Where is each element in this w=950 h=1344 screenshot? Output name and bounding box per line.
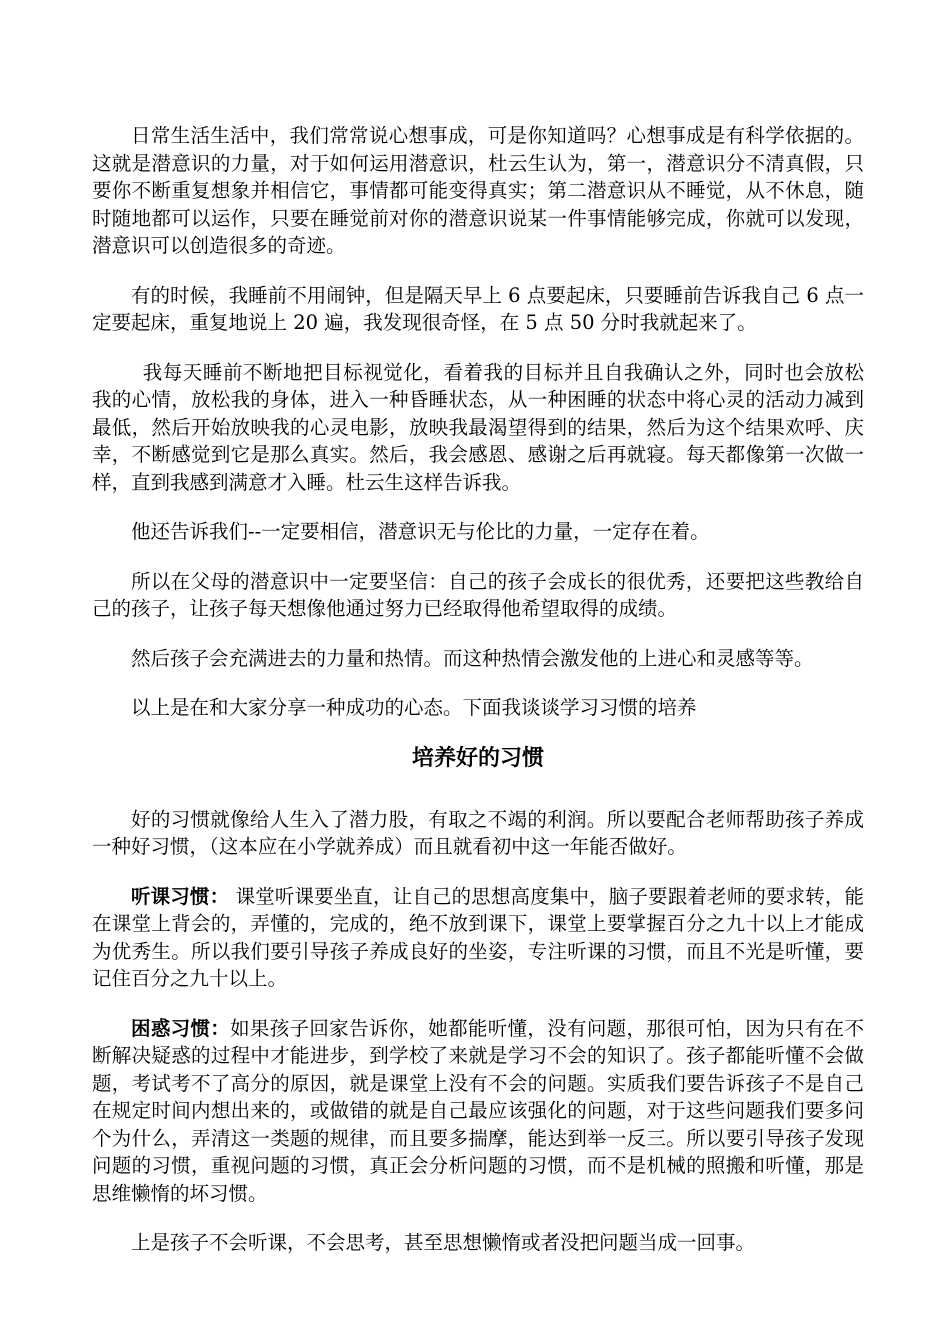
section-title: 培养好的习惯 <box>411 745 544 771</box>
paragraph-listening-habit <box>92 883 864 993</box>
paragraph-habit-intro: 好的习惯就像给人生入了潜力股，有取之不竭的利润。所以要配合老师帮助孩子养成一种好习惯，（这本应在小学就养成）而且就看初中这一年能否做好。 <box>92 807 864 858</box>
paragraph-confusion-habit <box>92 1015 864 1208</box>
listening-habit-text: 课堂听课要坐直，让自己的思想高度集中，脑子要跟着老师的要求转，能在课堂上背会的，弄懂的，完成的，绝不放到课下，课堂上要掌握百分之九十以上才能成为优秀生。所以我们要引导孩子养成良好的坐姿，专注听课的习惯，而且不光是听懂，要记住百分之九十以上。 <box>92 884 864 990</box>
listening-habit-label: 听课习惯： <box>131 884 230 908</box>
paragraph-alarm-clock: 有的时候，我睡前不用闹钟，但是隔天早上 6 点要起床，只要睡前告诉我自己 6 点一定要起床，重复地说上 20 遍，我发现很奇怪，在 5 点 50 分时我就起来了。 <box>92 283 864 334</box>
paragraph-visualization: 我每天睡前不断地把目标视觉化，看着我的目标并且自我确认之外，同时也会放松我的心情，放松我的身体，进入一种昏睡状态，从一种困睡的状态中将心灵的活动力减到最低，然后开始放映我的心灵电影，放映我最渴望得到的结果，然后为这个结果欢呼、庆幸，不断感觉到它是那么真实。然后，我会感恩、感谢之后再就寝。每天都像第一次做一样，直到我感到满意才入睡。杜云生这样告诉我。 <box>92 360 864 494</box>
confusion-habit-label: 困惑习惯： <box>131 1016 231 1040</box>
paragraph-subconscious-intro: 日常生活生活中，我们常常说心想事成，可是你知道吗？心想事成是有科学依据的。这就是潜意识的力量，对于如何运用潜意识，杜云生认为，第一，潜意识分不清真假，只要你不断重复想象并相信它，事情都可能变得真实；第二潜意识从不睡觉，从不休息，随时随地都可以运作，只要在睡觉前对你的潜意识说某一件事情能够完成，你就可以发现，潜意识可以创造很多的奇迹。 <box>92 124 864 257</box>
paragraph-closing: 上是孩子不会听课，不会思考，甚至思想懒惰或者没把问题当成一回事。 <box>131 1231 756 1254</box>
document-page <box>92 122 864 1257</box>
paragraph-parents-belief: 所以在父母的潜意识中一定要坚信：自己的孩子会成长的很优秀，还要把这些教给自己的孩子，让孩子每天想像他通过努力已经取得他希望取得的成绩。 <box>92 569 864 620</box>
confusion-habit-text: 如果孩子回家告诉你，她都能听懂，没有问题，那很可怕，因为只有在不断解决疑惑的过程中才能进步，到学校了来就是学习不会的知识了。孩子都能听懂不会做题，考试考不了高分的原因，就是课堂上没有不会的问题。实质我们要告诉孩子不是自己在规定时间内想出来的，或做错的就是自己最应该强化的问题，对于这些问题我们要多问个为什么，弄清这一类题的规律，而且要多揣摩，能达到举一反三。所以要引导孩子发现问题的习惯，重视问题的习惯，真正会分析问题的习惯，而不是机械的照搬和听懂，那是思维懒惰的坏习惯。 <box>92 1016 864 1205</box>
paragraph-passion: 然后孩子会充满进去的力量和热情。而这种热情会激发他的上进心和灵感等等。 <box>131 646 814 670</box>
paragraph-believe: 他还告诉我们--一定要相信，潜意识无与伦比的力量，一定存在着。 <box>131 520 710 543</box>
paragraph-transition: 以上是在和大家分享一种成功的心态。下面我谈谈学习习惯的培养 <box>131 696 697 719</box>
